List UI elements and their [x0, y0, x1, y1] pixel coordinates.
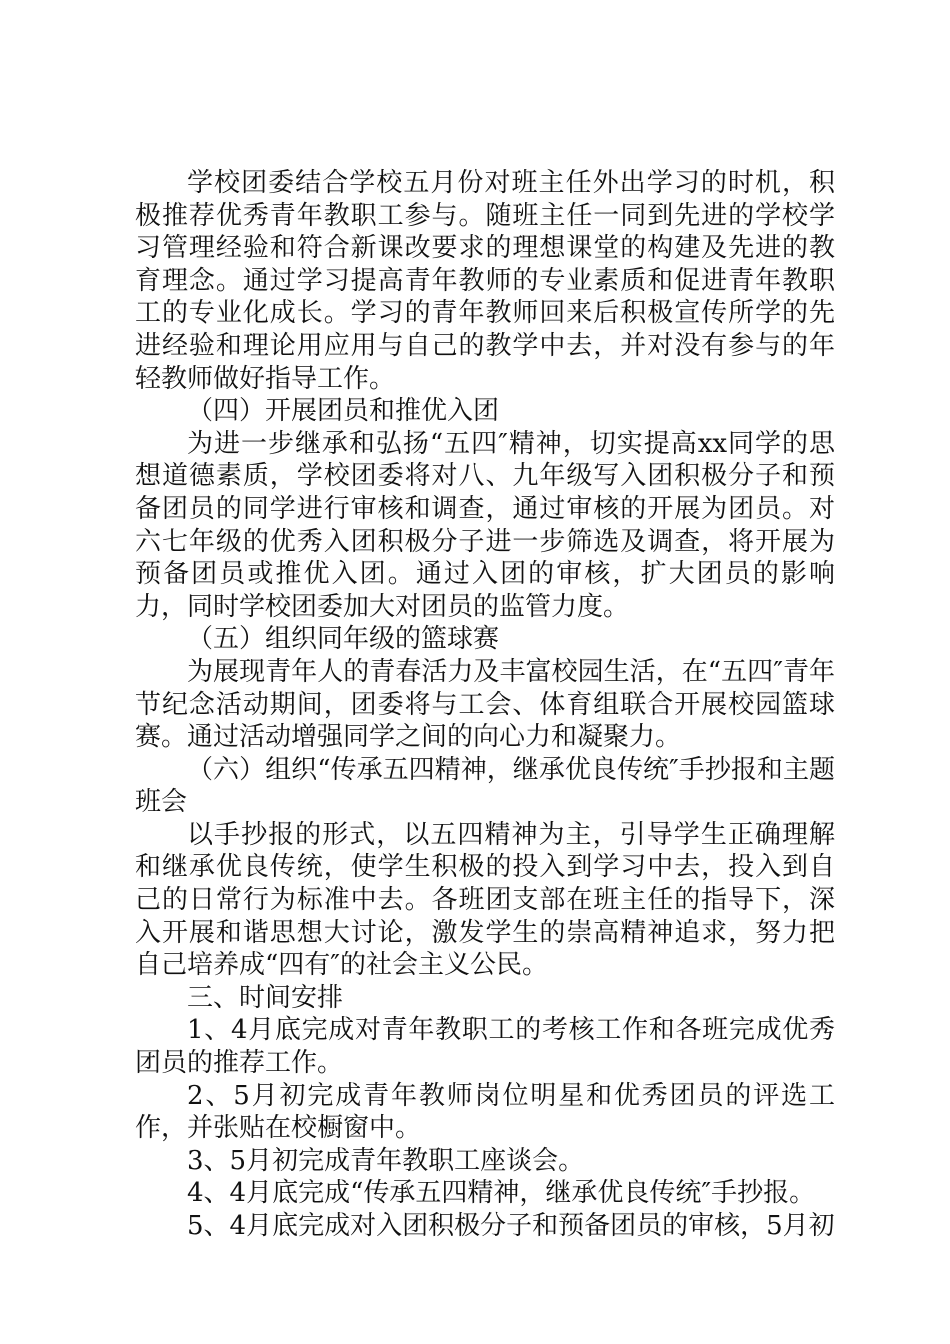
document-body	[135, 167, 835, 1243]
paragraph-league-members: 为进一步继承和弘扬“五四″精神，切实提高xx同学的思想道德素质，学校团委将对八、九年级写入团积极分子和预备团员的同学进行审核和调查，通过审核的开展为团员。对六七年级的优秀入团积极分子进一步筛选及调查，将开展为预备团员或推优入团。通过入团的审核，扩大团员的影响力，同时学校团委加大对团员的监管力度。	[135, 428, 835, 622]
schedule-item-4: 4、4月底完成“传承五四精神，继承优良传统″手抄报。	[187, 1178, 816, 1209]
schedule-item-1: 1、4月底完成对青年教职工的考核工作和各班完成优秀团员的推荐工作。	[135, 1015, 835, 1079]
paragraph-basketball: 为展现青年人的青春活力及丰富校园生活，在“五四″青年节纪念活动期间，团委将与工会、体育组联合开展校园篮球赛。通过活动增强同学之间的向心力和凝聚力。	[135, 656, 835, 753]
heading-section-4: （四）开展团员和推优入团	[187, 396, 500, 427]
heading-section-6: （六）组织“传承五四精神，继承优良传统″手抄报和主题班会	[135, 754, 835, 818]
schedule-item-2: 2、5月初完成青年教师岗位明星和优秀团员的评选工作，并张贴在校橱窗中。	[135, 1080, 835, 1144]
heading-section-5: （五）组织同年级的篮球赛	[187, 624, 500, 655]
schedule-item-3: 3、5月初完成青年教职工座谈会。	[187, 1145, 585, 1176]
schedule-item-5: 5、4月底完成对入团积极分子和预备团员的审核，5月初	[187, 1211, 835, 1241]
paragraph-handwritten-newspaper: 以手抄报的形式，以五四精神为主，引导学生正确理解和继承优良传统，使学生积极的投入到学习中去，投入到自己的日常行为标准中去。各班团支部在班主任的指导下，深入开展和谐思想大讨论，激发学生的崇高精神追求，努力把自己培养成“四有″的社会主义公民。	[135, 819, 835, 981]
paragraph-training-teachers: 学校团委结合学校五月份对班主任外出学习的时机，积极推荐优秀青年教职工参与。随班主任一同到先进的学校学习管理经验和符合新课改要求的理想课堂的构建及先进的教育理念。通过学习提高青年教师的专业素质和促进青年教职工的专业化成长。学习的青年教师回来后积极宣传所学的先进经验和理论用应用与自己的教学中去，并对没有参与的年轻教师做好指导工作。	[135, 168, 835, 394]
heading-schedule: 三、时间安排	[187, 982, 344, 1013]
